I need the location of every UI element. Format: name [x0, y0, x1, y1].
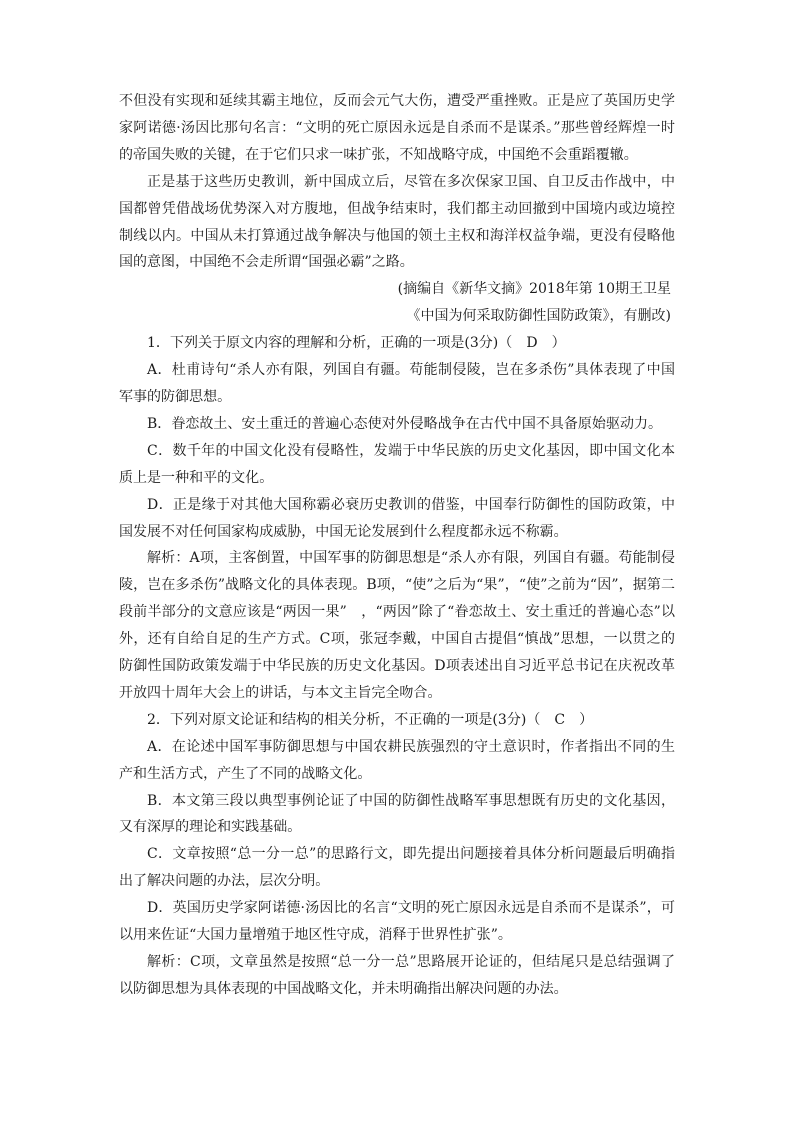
paragraph-history-lessons: 正是基于这些历史教训，新中国成立后，尽管在多次保家卫国、自卫反击作战中，中国都曾凭借战场优势深入对方腹地，但战争结束时，我们都主动回撤到中国境内或边境控制线以内。中国从未打算通过战争解决与他国的领土主权和海洋权益争端，更没有侵略他国的意图，中国绝不会走所谓“国强必霸”之路。: [119, 173, 675, 271]
question-2-option-b: B．本文第三段以典型事例论证了中国的防御性战略军事思想既有历史的文化基因，又有深厚的理论和实践基础。: [119, 792, 675, 836]
question-1-stem: 1．下列关于原文内容的理解和分析，正确的一项是(3分)（ D ）: [147, 335, 566, 352]
question-2-option-a: A．在论述中国军事防御思想与中国农耕民族强烈的守土意识时，作者指出不同的生产和生活方式，产生了不同的战略文化。: [119, 738, 675, 782]
source-citation-line2: 《中国为何采取防御性国防政策》，有删改): [406, 308, 671, 325]
question-1-option-b: B．眷恋故土、安土重迁的普遍心态使对外侵略战争在古代中国不具备原始驱动力。: [147, 415, 663, 432]
question-2-option-c: C．文章按照“总一分一总”的思路行文，即先提出问题接着具体分析问题最后明确指出了解决问题的办法，层次分明。: [119, 846, 675, 890]
question-2-analysis: 解析：C项，文章虽然是按照“总一分一总”思路展开论证的，但结尾只是总结强调了以防御思想为具体表现的中国战略文化，并未明确指出解决问题的办法。: [119, 954, 675, 997]
question-2-option-d: D．英国历史学家阿诺德·汤因比的名言“文明的死亡原因永远是自杀而不是谋杀”，可以用来佐证“大国力量增殖于地区性守成，消释于世界性扩张”。: [119, 900, 675, 944]
question-1-option-a: A．杜甫诗句“杀人亦有限，列国自有疆。苟能制侵陵，岂在多杀伤”具体表现了中国军事的防御思想。: [119, 362, 675, 405]
question-2-stem: 2．下列对原文论证和结构的相关分析，不正确的一项是(3分)（ C ）: [147, 711, 594, 728]
paragraph-continuation: 不但没有实现和延续其霸主地位，反而会元气大伤，遭受严重挫败。正是应了英国历史学家阿诺德·汤因比那句名言：“文明的死亡原因永远是自杀而不是谋杀。”那些曾经辉煌一时的帝国失败的关键，在于它们只求一味扩张，不知战略守成，中国绝不会重蹈覆辙。: [119, 93, 675, 163]
question-1-option-c: C．数千年的中国文化没有侵略性，发端于中华民族的历史文化基因，即中国文化本质上是一种和平的文化。: [119, 442, 675, 486]
question-1-option-d: D．正是缘于对其他大国称霸必衰历史教训的借鉴，中国奉行防御性的国防政策，中国发展不对任何国家构成威胁，中国无论发展到什么程度都永远不称霸。: [119, 496, 675, 540]
document-page: [119, 88, 675, 1003]
question-1-analysis: 解析：A项，主客倒置，中国军事的防御思想是“杀人亦有限，列国自有疆。苟能制侵陵，岂在多杀伤”战略文化的具体表现。B项，“使”之后为“果”，“使”之前为“因”，据第二段前半部分的文意应该是“两因一果” ，“两因”除了“眷恋故土、安土重迁的普遍心态”以外，还有自给自足的生产方式。C项，张冠李戴，中国自古提倡“慎战”思想，一以贯之的防御性国防政策发端于中华民族的历史文化基因。D项表述出自习近平总书记在庆祝改革开放四十周年大会上的讲话，与本文主旨完全吻合。: [119, 550, 675, 701]
source-citation-line1: (摘编自《新华文摘》2018年第 10期王卫星: [397, 281, 671, 298]
